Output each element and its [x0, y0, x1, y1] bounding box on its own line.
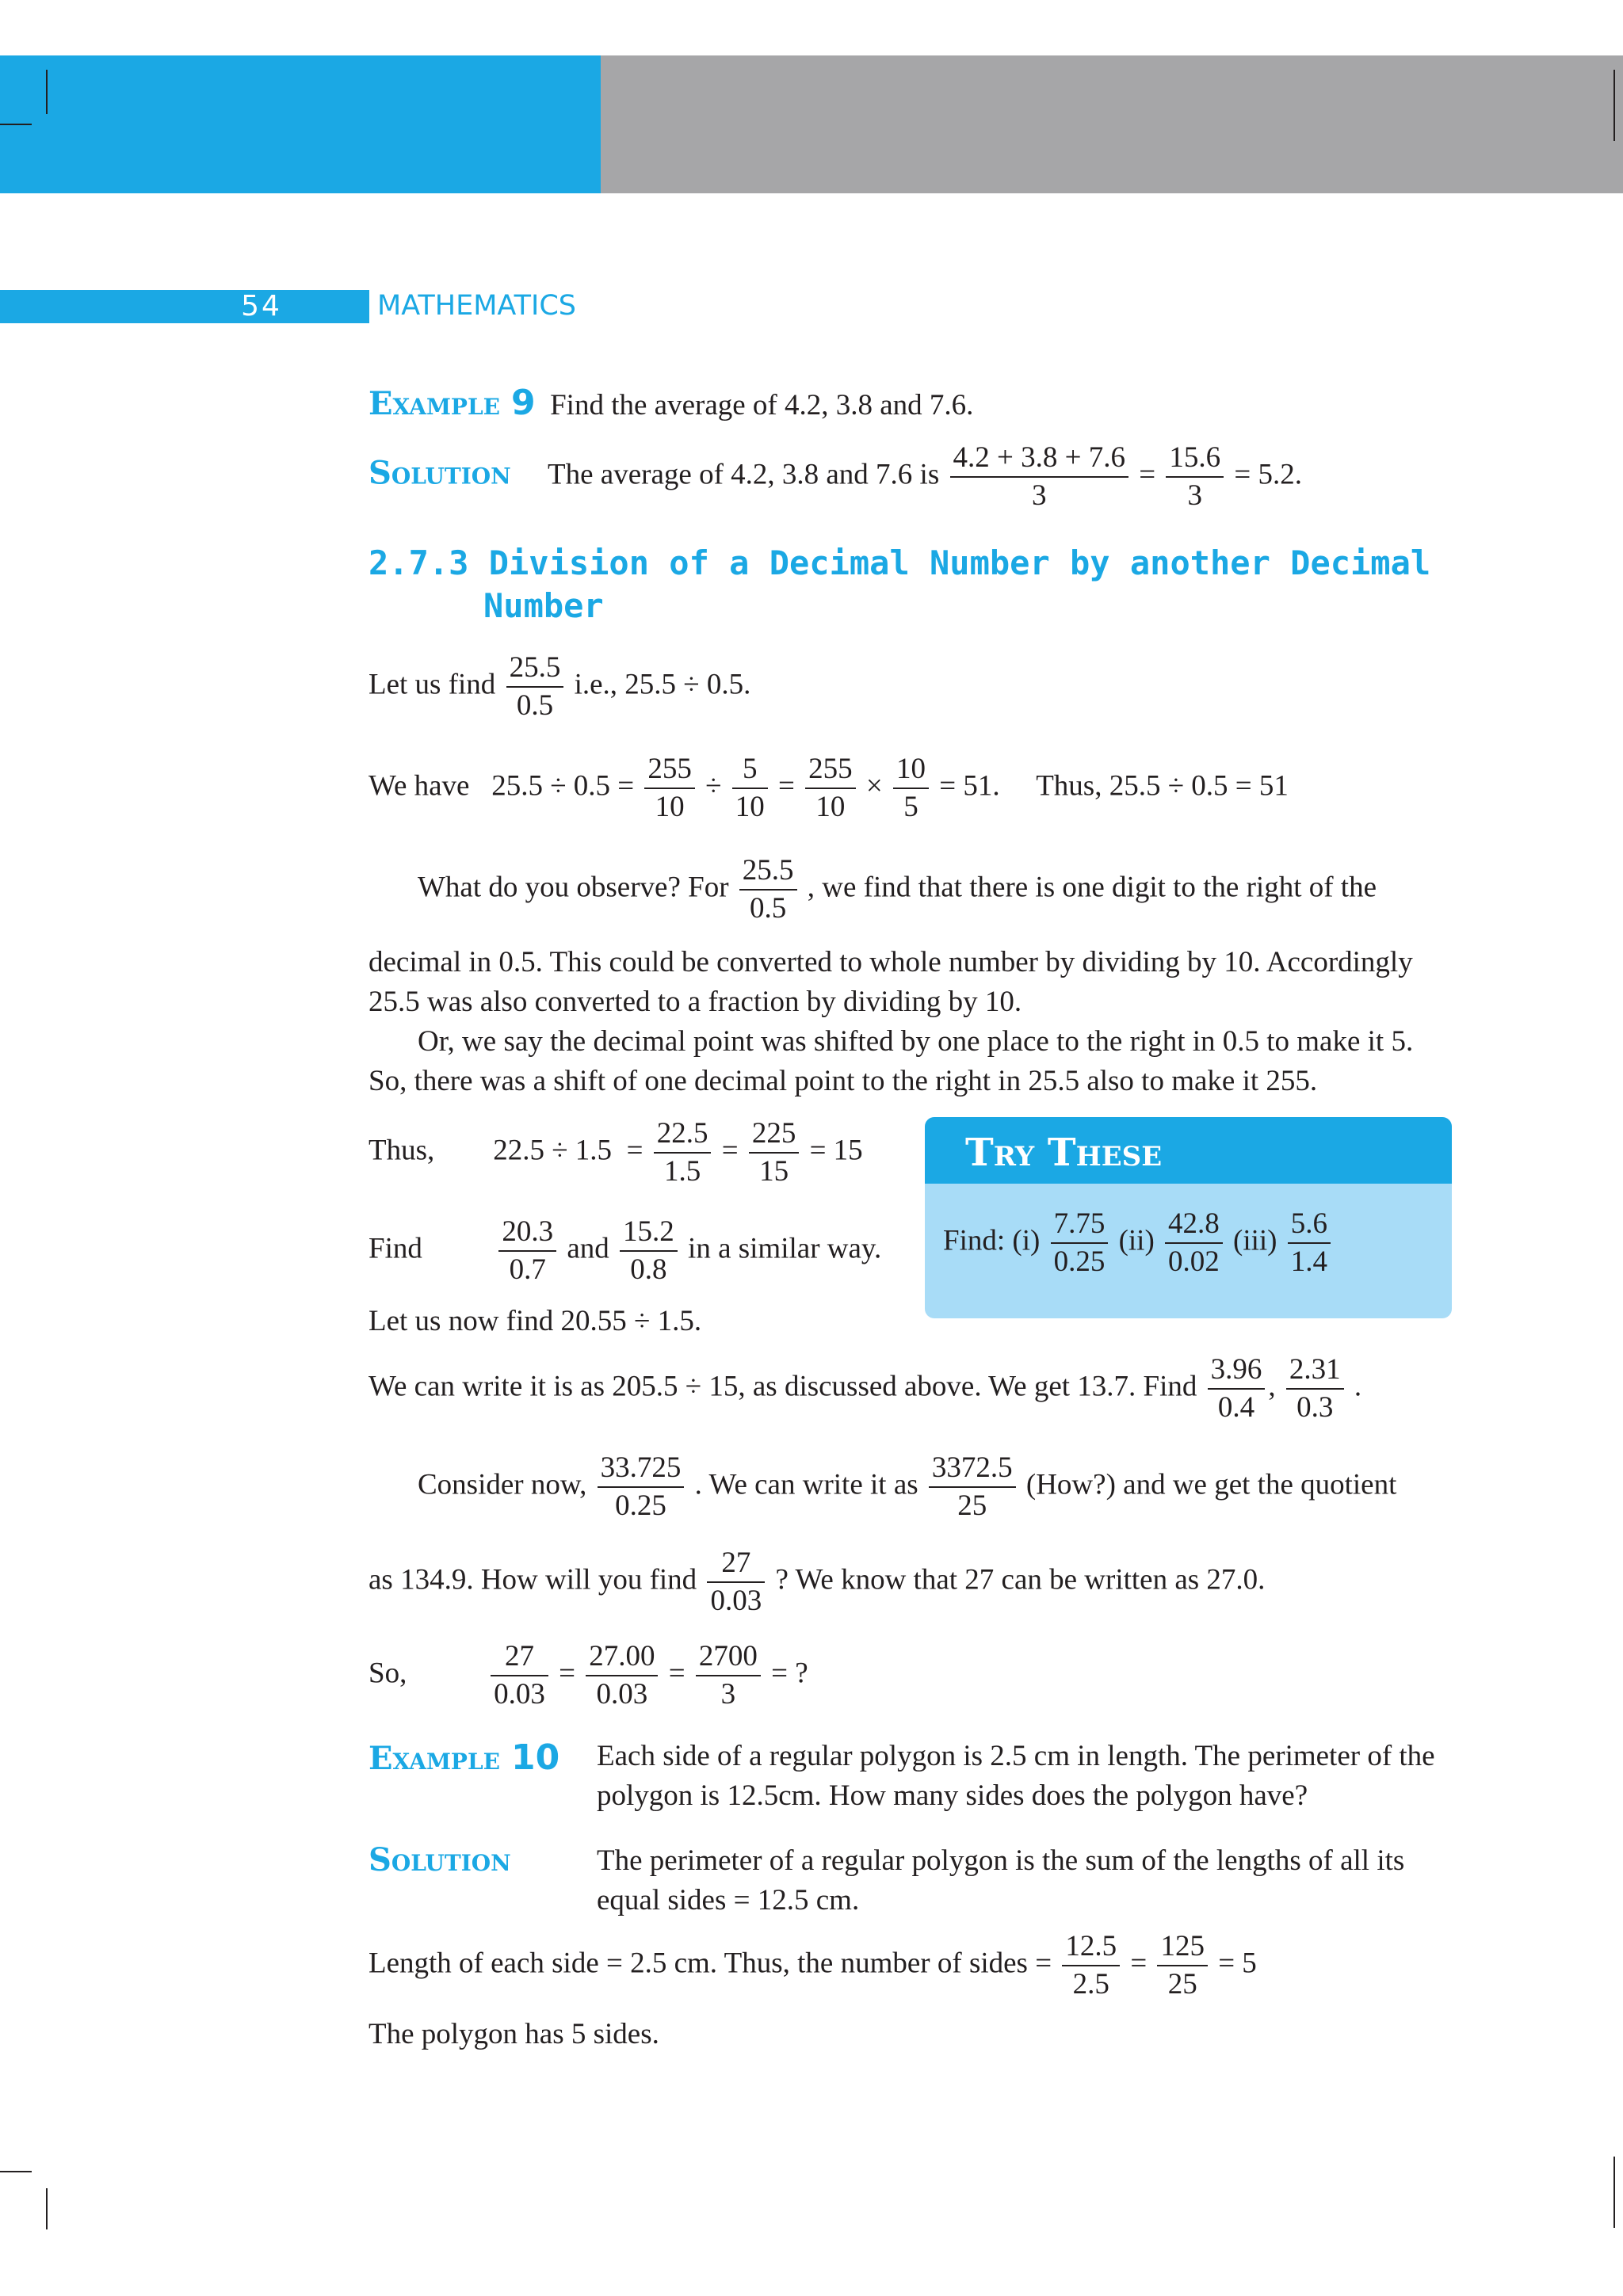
fraction: $\frac{42.8}{0.02}$ — [1165, 1206, 1223, 1281]
equation-number-of-sides: Length of each side = 2.5 cm. Thus, the number of sides = $\frac{12.5}{2.5}$ = $\frac{125}{25}$ = 5 — [369, 1928, 1257, 2004]
page-number: 54 — [241, 290, 282, 322]
example-10-solution: The perimeter of a regular polygon is the sum of the lengths of all its equal sides = 12.5 cm. — [597, 1844, 1405, 1917]
fraction: $\frac{5}{10}$ — [732, 751, 768, 826]
equation-thus: Thus, 22.5 ÷ 1.5 = $\frac{22.5}{1.5}$ = $\frac{225}{15}$ = 15 — [369, 1116, 863, 1191]
try-these-title: Try These — [965, 1131, 1163, 1175]
page-number-bar — [0, 290, 366, 323]
example-label: Example 9 — [369, 383, 536, 423]
crop-mark — [46, 2188, 48, 2229]
fraction: $\frac{125}{25}$ — [1157, 1928, 1208, 2004]
crop-mark — [46, 70, 48, 114]
fraction: $\frac{33.725}{0.25}$ — [598, 1450, 685, 1525]
example-9-solution: Solution The average of 4.2, 3.8 and 7.6 is $\frac{4.2 + 3.8 + 7.6}{3}$ = $\frac{15.6}{3}$ = 5.2. — [369, 440, 1302, 515]
fraction: $\frac{2700}{3}$ — [696, 1638, 761, 1714]
paragraph-we-have: We have 25.5 ÷ 0.5 = $\frac{255}{10}$ ÷ $\frac{5}{10}$ = $\frac{255}{10}$ × $\frac{10}{5}$ = 51. Thus, 25.5 ÷ 0.5 = 51 — [369, 751, 1289, 826]
fraction: $\frac{255}{10}$ — [805, 751, 856, 826]
paragraph-observe: What do you observe? For $\frac{25.5}{0.5}$ , we find that there is one digit to the right of the — [418, 852, 1377, 928]
fraction: $\frac{15.6}{3}$ — [1166, 440, 1224, 515]
crop-mark — [0, 2171, 32, 2172]
fraction: $\frac{12.5}{2.5}$ — [1062, 1928, 1120, 2004]
paragraph-let-us-find: Let us find $\frac{25.5}{0.5}$ i.e., 25.5 ÷ 0.5. — [369, 650, 750, 725]
fraction: $\frac{25.5}{0.5}$ — [506, 650, 564, 725]
fraction: $\frac{27}{0.03}$ — [491, 1638, 548, 1714]
fraction: $\frac{255}{10}$ — [644, 751, 695, 826]
header-band-blue — [0, 55, 601, 193]
paragraph-we-can-write: We can write it is as 205.5 ÷ 15, as discussed above. We get 13.7. Find $\frac{3.96}{0.4}$ , $\frac{2.31}{0.3}$ . — [369, 1352, 1361, 1427]
solution-label: Solution — [369, 1841, 511, 1878]
fraction: $\frac{10}{5}$ — [893, 751, 929, 826]
crop-mark — [1613, 70, 1615, 141]
example-label: Example 10 — [369, 1737, 560, 1778]
try-these-content: Find: (i) $\frac{7.75}{0.25}$ (ii) $\frac{42.8}{0.02}$ (iii) $\frac{5.6}{1.4}$ — [943, 1206, 1334, 1281]
fraction: $\frac{27}{0.03}$ — [707, 1545, 765, 1620]
fraction: $\frac{15.2}{0.8}$ — [620, 1214, 678, 1289]
fraction: $\frac{20.3}{0.7}$ — [498, 1214, 556, 1289]
header-divider — [366, 290, 369, 323]
paragraph-consider: Consider now, $\frac{33.725}{0.25}$ . We can write it as $\frac{3372.5}{25}$ (How?) and we get the quotient — [418, 1450, 1396, 1525]
crop-mark — [1613, 2157, 1615, 2228]
equation-so: So, $\frac{27}{0.03}$ = $\frac{27.00}{0.03}$ = $\frac{2700}{3}$ = ? — [369, 1638, 808, 1714]
example-10-question: Each side of a regular polygon is 2.5 cm in length. The perimeter of the polygon is 12.5cm. How many sides does the polygon have? — [597, 1740, 1435, 1812]
fraction: $\frac{4.2 + 3.8 + 7.6}{3}$ — [950, 440, 1128, 515]
paragraph-final: The polygon has 5 sides. — [369, 2018, 659, 2050]
fraction: $\frac{22.5}{1.5}$ — [654, 1116, 712, 1191]
paragraph-how-find: as 134.9. How will you find $\frac{27}{0.03}$ ? We know that 27 can be written as 27.0. — [369, 1545, 1265, 1620]
fraction: $\frac{3.96}{0.4}$ — [1208, 1352, 1266, 1427]
header-band-gray — [601, 55, 1623, 193]
fraction: $\frac{25.5}{0.5}$ — [739, 852, 797, 928]
fraction: $\frac{7.75}{0.25}$ — [1051, 1206, 1109, 1281]
section-heading: 2.7.3 Division of a Decimal Number by another Decimal Number — [369, 543, 1431, 625]
crop-mark — [0, 124, 32, 125]
paragraph-let-us-now: Let us now find 20.55 ÷ 1.5. — [369, 1305, 702, 1337]
paragraph-find: Find $\frac{20.3}{0.7}$ and $\frac{15.2}{0.8}$ in a similar way. — [369, 1214, 881, 1289]
fraction: $\frac{225}{15}$ — [749, 1116, 800, 1191]
running-title: MATHEMATICS — [377, 290, 577, 322]
fraction: $\frac{2.31}{0.3}$ — [1286, 1352, 1344, 1427]
example-9-question: Example 9 Find the average of 4.2, 3.8 and 7.6. — [369, 383, 974, 423]
fraction: $\frac{3372.5}{25}$ — [929, 1450, 1016, 1525]
fraction: $\frac{27.00}{0.03}$ — [586, 1638, 658, 1714]
solution-label: Solution — [369, 454, 511, 492]
paragraph-observe-continued: decimal in 0.5. This could be converted to whole number by dividing by 10. Accordingly 25.5 was also converted to a fraction by dividing by 10. Or, we say the decimal point was shifted by one place to the right in 0.5 to make it 5. So, there was a shift of one decimal point to the right in 25.5 also to make it 255. — [369, 946, 1414, 1097]
fraction: $\frac{5.6}{1.4}$ — [1288, 1206, 1331, 1281]
